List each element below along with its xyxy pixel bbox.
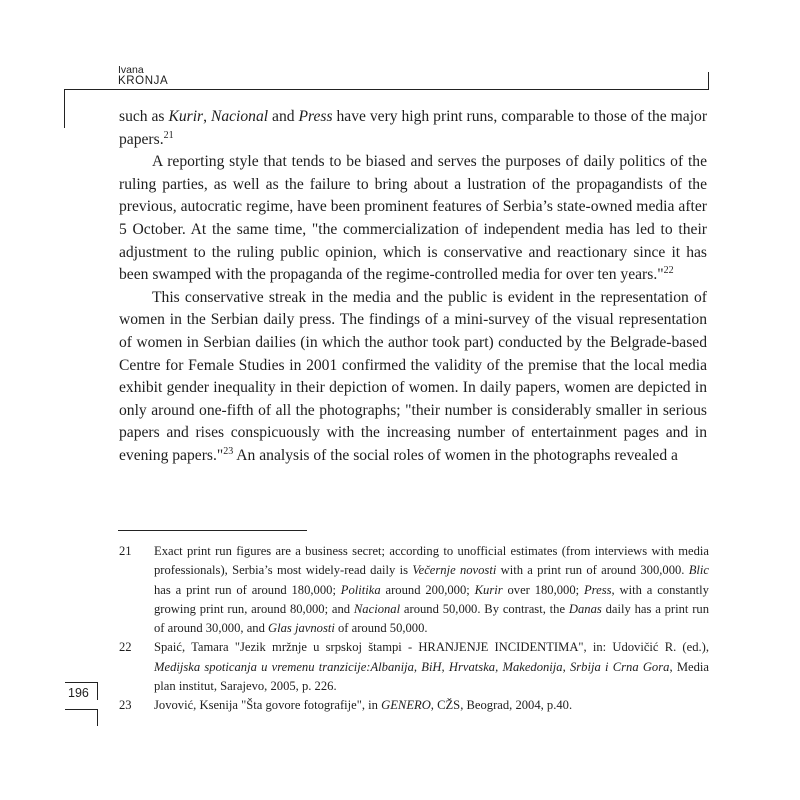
text-run: , with a constantly growing print run, around 80,000; and: [154, 582, 709, 616]
text-run: daily has a print run of around 30,000, and: [154, 601, 709, 636]
text-run: Exact print run figures are a business secret; according to unofficial estimates (from interviews with media professionals), Serbia’s most widely-read daily is: [154, 544, 709, 578]
text-run: around 50,000. By contrast, the: [400, 601, 569, 616]
footnote-separator: [118, 530, 307, 531]
text-run: An analysis of the social roles of women in the photographs revealed a: [233, 446, 678, 464]
italic-text: Glas javnosti: [268, 621, 335, 636]
footnote-ref: 21: [163, 129, 174, 141]
paragraph-3: [119, 287, 707, 468]
text-run: , Media plan institut, Sarajevo, 2005, p. 226.: [154, 659, 709, 694]
header-frame-top: [64, 89, 709, 90]
running-header-author-last-name: KRONJA: [118, 75, 169, 87]
text-run: such as: [119, 108, 169, 125]
footer-frame-tail: [97, 709, 98, 726]
header-frame-left: [64, 89, 65, 128]
text-run: This conservative streak in the media and the public is evident in the representation of women in the Serbian daily press. The findings of a mini-survey of the visual representation of women in Serbian dailies (in which the author took part) conducted by the Belgrade-based Centre for Female Studies in 2001 confirmed the validity of the premise that the local media exhibit gender inequality in their depiction of women. In daily papers, women are depicted in only around one-fifth of all the photographs; "their number is considerably smaller in serious papers and rises conspicuously with the increasing number of entertainment pages and in evening papers.": [119, 288, 707, 464]
footer-frame-bottom: [65, 709, 98, 710]
footnote-number: 22: [119, 640, 132, 655]
text-run: Jovović, Ksenija "Šta govore fotografije", in: [154, 698, 382, 713]
text-run: A reporting style that tends to be biased and serves the purposes of daily politics of the ruling parties, as well as the failure to bring about a lustration of the propagandists of the previous, autocratic regime, have been prominent features of Serbia’s state-owned media after 5 October. At the same time, "the commercialization of independent media has led to their adjustment to the ruling public opinion, which is conservative and reactionary since it has been swamped with the propaganda of the regime-controlled media for over ten years.": [119, 153, 707, 284]
paragraph-1: [119, 106, 707, 151]
italic-text: Kurir: [168, 108, 204, 125]
text-run: have very high print runs, comparable to those of the major papers.: [119, 108, 708, 148]
text-run: with a print run of around 300,000.: [496, 563, 689, 578]
italic-text: Danas: [568, 601, 602, 616]
footnote-number: 21: [119, 544, 132, 558]
text-run: over 180,000;: [502, 582, 584, 597]
footnote-ref: 23: [223, 445, 234, 457]
paragraph-2: [119, 151, 707, 287]
footnote-text: [154, 696, 709, 715]
text-run: of around 50,000.: [334, 621, 428, 636]
italic-text: GENERO: [381, 698, 431, 713]
footnote-22: [119, 638, 709, 696]
italic-text: Press: [298, 108, 333, 125]
footnote-number: 23: [119, 698, 132, 713]
footnote-text: [154, 638, 709, 696]
italic-text: Nacional: [353, 601, 401, 616]
italic-text: Večernje novosti: [412, 563, 497, 578]
text-run: has a print run of around 180,000;: [154, 582, 341, 597]
text-run: Spaić, Tamara "Jezik mržnje u srpskoj štampi - HRANJENJE INCIDENTIMA", in: Udovičić R. (ed.),: [154, 640, 709, 655]
header-frame-right: [708, 72, 709, 90]
footnote-ref: 22: [663, 265, 674, 277]
text-run: and: [268, 108, 299, 125]
footnote-21: [119, 542, 709, 638]
running-header-author-first-name: Ivana: [118, 64, 144, 76]
text-run: , CŽS, Beograd, 2004, p.40.: [430, 698, 573, 713]
italic-text: Nacional: [210, 108, 269, 125]
italic-text: Blic: [688, 563, 710, 578]
text-run: ,: [203, 108, 211, 125]
text-run: around 200,000;: [380, 582, 475, 597]
italic-text: Medijska spoticanja u vremenu tranzicije:Albanija, BiH, Hrvatska, Makedonija, Srbija i Crna Gora: [154, 659, 670, 674]
italic-text: Kurir: [474, 582, 503, 597]
footnote-23: [119, 696, 709, 715]
footnote-text: [154, 542, 709, 638]
body-text: [119, 106, 707, 468]
footer-frame-top: [65, 682, 98, 683]
footnotes: [119, 542, 709, 716]
italic-text: Press: [583, 582, 612, 597]
footer-frame-right: [97, 682, 98, 700]
italic-text: Politika: [340, 582, 381, 597]
page-number: 196: [68, 686, 89, 700]
